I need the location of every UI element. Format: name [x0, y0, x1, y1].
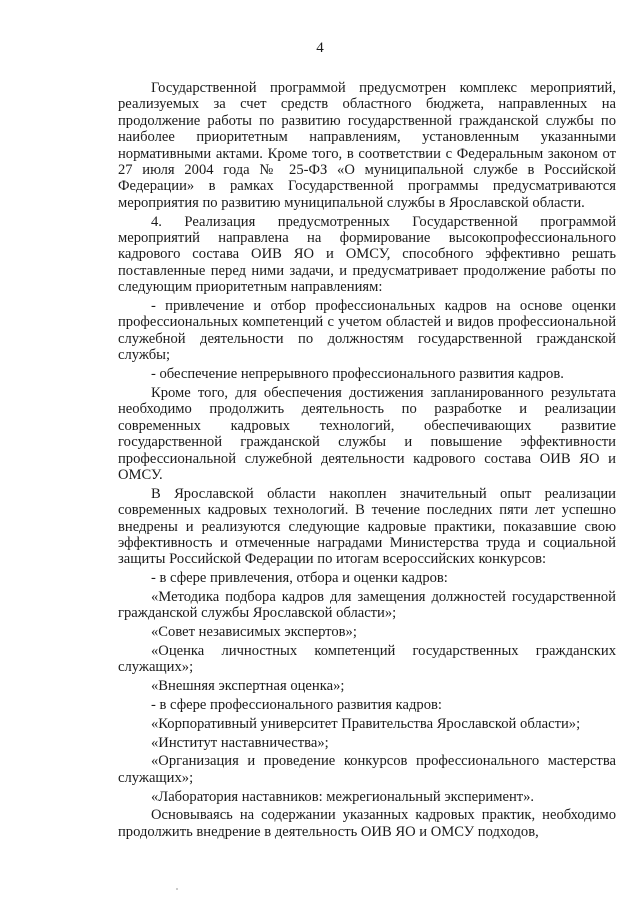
paragraph-program-measures: Государственной программой предусмотрен комплекс мероприятий, реализуемых за счет средств областного бюджета, направленных на продолжение работы по развитию государственной гражданской службы по наиболее приоритетным направлениям, установленным указанными нормативными актами. Кроме того, в соответствии с Федеральным законом от 27 июля 2004 года № 25-ФЗ «О муниципальной службе в Российской Федерации» в рамках Государственной программы предусматриваются мероприятия по развитию муниципальной службы в Ярославской области. [118, 80, 616, 211]
paragraph-hr-technologies: Кроме того, для обеспечения достижения запланированного результата необходимо продолжить деятельность по разработке и реализации современных кадровых технологий, обеспечивающих развитие государственной гражданской службы и повышение эффективности профессиональной служебной деятельности кадрового состава ОИВ ЯО и ОМСУ. [118, 384, 616, 483]
scan-speck [176, 888, 178, 890]
practice-item: «Лаборатория наставников: межрегиональный эксперимент». [151, 788, 535, 805]
paragraph-item-4: 4. Реализация предусмотренных Государственной программой мероприятий направлена на формирование высокопрофессионального кадрового состава ОИВ ЯО и ОМСУ, способного эффективно решать поставленные перед ними задачи, и предусматривает продолжение работы по следующим приоритетным направлениям: [118, 213, 616, 296]
practice-item: «Совет независимых экспертов»; [151, 624, 357, 641]
practice-item: «Оценка личностных компетенций государственных гражданских служащих»; [118, 642, 616, 676]
list-heading-development: - в сфере профессионального развития кадров: [151, 696, 442, 713]
list-heading-selection: - в сфере привлечения, отбора и оценки кадров: [151, 570, 448, 587]
paragraph-experience: В Ярославской области накоплен значительный опыт реализации современных кадровых технологий. В течение последних пяти лет успешно внедрены и реализуются следующие кадровые практики, показавшие свою эффективность и отмеченные наградами Министерства труда и социальной защиты Российской Федерации по итогам всероссийских конкурсов: [118, 485, 616, 568]
body-text [118, 80, 616, 843]
practice-item: «Организация и проведение конкурсов профессионального мастерства служащих»; [118, 753, 616, 786]
list-item-recruitment: - привлечение и отбор профессиональных кадров на основе оценки профессиональных компетенций с учетом областей и видов профессиональной служебной деятельности по должностям государственной гражданской службы; [118, 298, 616, 364]
list-item-development: - обеспечение непрерывного профессионального развития кадров. [151, 366, 564, 383]
practice-item: «Институт наставничества»; [151, 734, 329, 751]
page-number: 4 [316, 40, 324, 56]
practice-item: «Методика подбора кадров для замещения должностей государственной гражданской службы Ярославской области»; [118, 588, 616, 622]
practice-item: «Внешняя экспертная оценка»; [151, 678, 345, 695]
paragraph-conclusion: Основываясь на содержании указанных кадровых практик, необходимо продолжить внедрение в деятельность ОИВ ЯО и ОМСУ подходов, [118, 807, 616, 840]
practice-item: «Корпоративный университет Правительства Ярославской области»; [151, 715, 581, 732]
